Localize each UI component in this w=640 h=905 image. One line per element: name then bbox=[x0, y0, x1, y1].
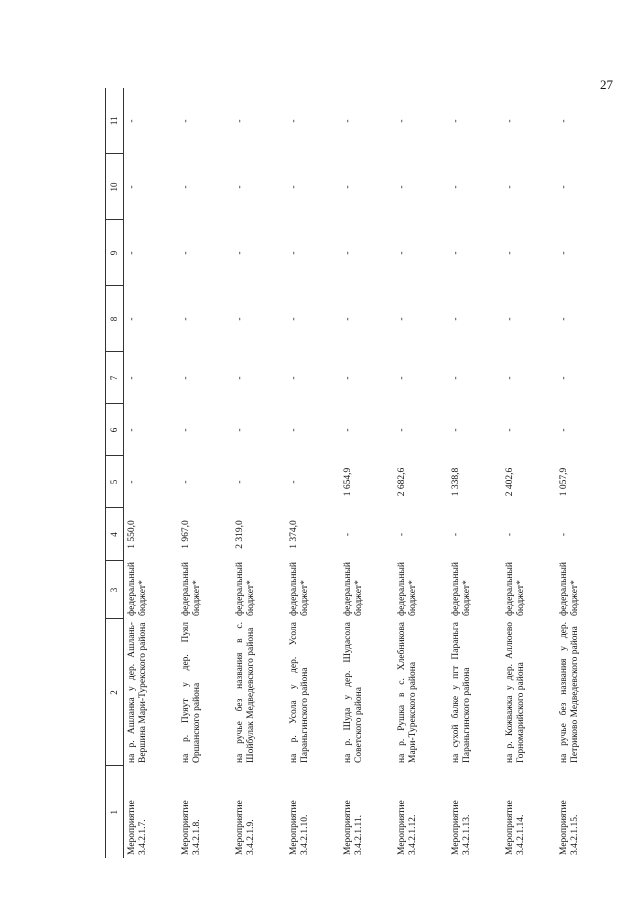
value-cell-5 bbox=[340, 456, 394, 508]
value-cell-5 bbox=[502, 456, 556, 508]
value-cell-8 bbox=[124, 286, 178, 352]
c5-text: 2 402,6 bbox=[504, 467, 515, 497]
c9-text: - bbox=[234, 251, 245, 255]
c7-text: - bbox=[342, 376, 353, 380]
c11-text: - bbox=[450, 119, 461, 123]
c7-text: - bbox=[558, 376, 569, 380]
value-cell-9 bbox=[286, 220, 340, 286]
c10-text: - bbox=[396, 185, 407, 189]
value-cell-6 bbox=[232, 404, 286, 456]
location-text: на р. Рушка в с. Хлебникова Мари-Турекского района bbox=[396, 622, 418, 763]
column-header-2: 2 bbox=[106, 619, 124, 766]
location-text: на р. Усола у дер. Усола Параньгинского района bbox=[288, 622, 310, 763]
c7-text: - bbox=[396, 376, 407, 380]
location-text: на ручье без названия в с. Шойбулак Медведевского района bbox=[234, 622, 256, 763]
value-cell-9 bbox=[448, 220, 502, 286]
c9-text: - bbox=[127, 251, 137, 255]
event-cell bbox=[124, 766, 178, 858]
value-cell-11 bbox=[556, 88, 610, 154]
value-cell-7 bbox=[394, 352, 448, 404]
c8-text: - bbox=[234, 317, 245, 321]
c11-text: - bbox=[288, 119, 299, 123]
value-cell-10 bbox=[394, 154, 448, 220]
rotated-table-container bbox=[105, 88, 610, 858]
c10-text: - bbox=[127, 185, 137, 189]
funding-source-cell bbox=[340, 561, 394, 619]
location-text: на р. Пуяут у дер. Пуял Оршанского района bbox=[180, 622, 202, 763]
column-header-9: 9 bbox=[106, 220, 124, 286]
value-cell-8 bbox=[340, 286, 394, 352]
c8-text: - bbox=[342, 317, 353, 321]
c8-text: - bbox=[450, 317, 461, 321]
source-text: федеральный бюджет* bbox=[450, 562, 472, 616]
value-cell-5 bbox=[178, 456, 232, 508]
location-cell bbox=[448, 619, 502, 766]
value-cell-7 bbox=[448, 352, 502, 404]
value-cell-8 bbox=[502, 286, 556, 352]
location-text: на р. Шуда у дер. Шудасола Советского района bbox=[342, 622, 364, 763]
c6-text: - bbox=[396, 428, 407, 432]
value-cell-4 bbox=[502, 508, 556, 561]
funding-source-cell bbox=[502, 561, 556, 619]
c9-text: - bbox=[342, 251, 353, 255]
c11-text: - bbox=[396, 119, 407, 123]
event-cell bbox=[448, 766, 502, 858]
funding-source-cell bbox=[286, 561, 340, 619]
value-cell-4 bbox=[556, 508, 610, 561]
value-cell-10 bbox=[502, 154, 556, 220]
value-cell-6 bbox=[556, 404, 610, 456]
value-cell-11 bbox=[286, 88, 340, 154]
column-header-6: 6 bbox=[106, 404, 124, 456]
value-cell-8 bbox=[232, 286, 286, 352]
event-text: Мероприятие 3.4.2.1.12. bbox=[396, 800, 418, 855]
source-text: федеральный бюджет* bbox=[558, 562, 580, 616]
event-cell bbox=[178, 766, 232, 858]
c8-text: - bbox=[504, 317, 515, 321]
c4-text: 1 550,0 bbox=[127, 520, 137, 549]
value-cell-5 bbox=[556, 456, 610, 508]
funding-source-cell bbox=[124, 561, 178, 619]
location-cell bbox=[556, 619, 610, 766]
c7-text: - bbox=[288, 376, 299, 380]
c8-text: - bbox=[180, 317, 191, 321]
c5-text: 1 338,8 bbox=[450, 467, 461, 497]
value-cell-5 bbox=[124, 456, 178, 508]
value-cell-6 bbox=[124, 404, 178, 456]
value-cell-6 bbox=[448, 404, 502, 456]
c6-text: - bbox=[180, 428, 191, 432]
funding-source-cell bbox=[394, 561, 448, 619]
c4-text: - bbox=[450, 532, 461, 537]
c5-text: 2 682,6 bbox=[396, 467, 407, 497]
c9-text: - bbox=[396, 251, 407, 255]
table-row bbox=[232, 88, 286, 858]
c11-text: - bbox=[342, 119, 353, 123]
value-cell-7 bbox=[178, 352, 232, 404]
value-cell-11 bbox=[448, 88, 502, 154]
location-cell bbox=[286, 619, 340, 766]
c6-text: - bbox=[504, 428, 515, 432]
value-cell-5 bbox=[448, 456, 502, 508]
c6-text: - bbox=[127, 428, 137, 432]
value-cell-5 bbox=[232, 456, 286, 508]
value-cell-7 bbox=[286, 352, 340, 404]
funding-source-cell bbox=[556, 561, 610, 619]
source-text: федеральный бюджет* bbox=[396, 562, 418, 616]
event-text: Мероприятие 3.4.2.1.9. bbox=[234, 800, 256, 855]
c7-text: - bbox=[234, 376, 245, 380]
c11-text: - bbox=[180, 119, 191, 123]
value-cell-6 bbox=[178, 404, 232, 456]
funding-source-cell bbox=[232, 561, 286, 619]
value-cell-10 bbox=[178, 154, 232, 220]
value-cell-6 bbox=[394, 404, 448, 456]
column-header-5: 5 bbox=[106, 456, 124, 508]
event-text: Мероприятие 3.4.2.1.7. bbox=[127, 800, 149, 855]
c9-text: - bbox=[450, 251, 461, 255]
column-header-10: 10 bbox=[106, 154, 124, 220]
value-cell-9 bbox=[502, 220, 556, 286]
value-cell-7 bbox=[124, 352, 178, 404]
c7-text: - bbox=[127, 376, 137, 380]
page-number: 27 bbox=[600, 77, 613, 92]
c6-text: - bbox=[342, 428, 353, 432]
value-cell-11 bbox=[502, 88, 556, 154]
c10-text: - bbox=[342, 185, 353, 189]
value-cell-8 bbox=[178, 286, 232, 352]
c8-text: - bbox=[127, 317, 137, 321]
value-cell-4 bbox=[124, 508, 178, 561]
value-cell-4 bbox=[232, 508, 286, 561]
value-cell-8 bbox=[394, 286, 448, 352]
value-cell-4 bbox=[394, 508, 448, 561]
value-cell-7 bbox=[502, 352, 556, 404]
table-row bbox=[124, 88, 178, 858]
table-row bbox=[556, 88, 610, 858]
value-cell-8 bbox=[448, 286, 502, 352]
event-text: Мероприятие 3.4.2.1.11. bbox=[342, 800, 364, 855]
event-text: Мероприятие 3.4.2.1.14. bbox=[504, 800, 526, 855]
funding-source-cell bbox=[448, 561, 502, 619]
value-cell-4 bbox=[340, 508, 394, 561]
event-cell bbox=[556, 766, 610, 858]
value-cell-7 bbox=[556, 352, 610, 404]
c6-text: - bbox=[558, 428, 569, 432]
c11-text: - bbox=[127, 119, 137, 123]
funding-source-cell bbox=[178, 561, 232, 619]
c6-text: - bbox=[234, 428, 245, 432]
value-cell-10 bbox=[232, 154, 286, 220]
c11-text: - bbox=[558, 119, 569, 123]
c9-text: - bbox=[180, 251, 191, 255]
event-cell bbox=[232, 766, 286, 858]
event-cell bbox=[340, 766, 394, 858]
value-cell-6 bbox=[340, 404, 394, 456]
value-cell-5 bbox=[286, 456, 340, 508]
c5-text: - bbox=[234, 480, 245, 484]
event-cell bbox=[286, 766, 340, 858]
c4-text: - bbox=[396, 532, 407, 537]
value-cell-4 bbox=[178, 508, 232, 561]
c5-text: 1 654,9 bbox=[342, 467, 353, 497]
value-cell-8 bbox=[556, 286, 610, 352]
c7-text: - bbox=[180, 376, 191, 380]
value-cell-11 bbox=[340, 88, 394, 154]
event-text: Мероприятие 3.4.2.1.15. bbox=[558, 800, 580, 855]
location-text: на ручье без названия у дер. Петриково Медведевского района bbox=[558, 622, 580, 763]
table-row bbox=[394, 88, 448, 858]
location-cell bbox=[340, 619, 394, 766]
column-header-1: 1 bbox=[106, 766, 124, 858]
table-header-row bbox=[106, 88, 124, 858]
location-cell bbox=[394, 619, 448, 766]
c11-text: - bbox=[234, 119, 245, 123]
value-cell-4 bbox=[448, 508, 502, 561]
c4-text: 1 374,0 bbox=[288, 520, 299, 549]
c10-text: - bbox=[558, 185, 569, 189]
c7-text: - bbox=[450, 376, 461, 380]
table-row bbox=[178, 88, 232, 858]
value-cell-7 bbox=[232, 352, 286, 404]
table-row bbox=[502, 88, 556, 858]
event-cell bbox=[394, 766, 448, 858]
c5-text: - bbox=[288, 480, 299, 484]
budget-table bbox=[105, 88, 610, 858]
c4-text: 1 967,0 bbox=[180, 520, 191, 549]
value-cell-10 bbox=[556, 154, 610, 220]
c10-text: - bbox=[180, 185, 191, 189]
c9-text: - bbox=[504, 251, 515, 255]
location-text: на р. Ашланка у дер. Ашлань-Вершина Мари-Турекского района bbox=[127, 622, 149, 763]
source-text: федеральный бюджет* bbox=[234, 562, 256, 616]
column-header-4: 4 bbox=[106, 508, 124, 561]
column-header-8: 8 bbox=[106, 286, 124, 352]
c11-text: - bbox=[504, 119, 515, 123]
source-text: федеральный бюджет* bbox=[127, 562, 149, 616]
c5-text: - bbox=[180, 480, 191, 484]
source-text: федеральный бюджет* bbox=[504, 562, 526, 616]
c10-text: - bbox=[450, 185, 461, 189]
value-cell-9 bbox=[340, 220, 394, 286]
value-cell-4 bbox=[286, 508, 340, 561]
table-row bbox=[286, 88, 340, 858]
event-text: Мероприятие 3.4.2.1.10. bbox=[288, 800, 310, 855]
location-cell bbox=[178, 619, 232, 766]
location-text: на р. Кожважка у дер. Аллюево Горномарийского района bbox=[504, 622, 526, 763]
source-text: федеральный бюджет* bbox=[180, 562, 202, 616]
table-row bbox=[448, 88, 502, 858]
value-cell-10 bbox=[340, 154, 394, 220]
location-cell bbox=[502, 619, 556, 766]
column-header-11: 11 bbox=[106, 88, 124, 154]
value-cell-9 bbox=[124, 220, 178, 286]
value-cell-5 bbox=[394, 456, 448, 508]
c4-text: - bbox=[504, 532, 515, 537]
location-text: на сухой балке у пгт Параньга Параньгинского района bbox=[450, 622, 472, 763]
c6-text: - bbox=[288, 428, 299, 432]
c9-text: - bbox=[558, 251, 569, 255]
value-cell-11 bbox=[178, 88, 232, 154]
location-cell bbox=[232, 619, 286, 766]
c8-text: - bbox=[396, 317, 407, 321]
c10-text: - bbox=[234, 185, 245, 189]
c4-text: - bbox=[342, 532, 353, 537]
c5-text: - bbox=[127, 480, 137, 484]
table-row bbox=[340, 88, 394, 858]
c4-text: - bbox=[558, 532, 569, 537]
column-header-3: 3 bbox=[106, 561, 124, 619]
event-cell bbox=[502, 766, 556, 858]
column-header-7: 7 bbox=[106, 352, 124, 404]
value-cell-6 bbox=[286, 404, 340, 456]
value-cell-11 bbox=[232, 88, 286, 154]
event-text: Мероприятие 3.4.2.1.8. bbox=[180, 800, 202, 855]
c8-text: - bbox=[288, 317, 299, 321]
value-cell-6 bbox=[502, 404, 556, 456]
value-cell-9 bbox=[394, 220, 448, 286]
source-text: федеральный бюджет* bbox=[288, 562, 310, 616]
c6-text: - bbox=[450, 428, 461, 432]
location-cell bbox=[124, 619, 178, 766]
value-cell-10 bbox=[286, 154, 340, 220]
value-cell-7 bbox=[340, 352, 394, 404]
value-cell-9 bbox=[178, 220, 232, 286]
c8-text: - bbox=[558, 317, 569, 321]
value-cell-10 bbox=[448, 154, 502, 220]
c5-text: 1 057,9 bbox=[558, 467, 569, 497]
c9-text: - bbox=[288, 251, 299, 255]
event-text: Мероприятие 3.4.2.1.13. bbox=[450, 800, 472, 855]
value-cell-11 bbox=[394, 88, 448, 154]
value-cell-8 bbox=[286, 286, 340, 352]
value-cell-11 bbox=[124, 88, 178, 154]
c10-text: - bbox=[504, 185, 515, 189]
value-cell-9 bbox=[556, 220, 610, 286]
c4-text: 2 319,0 bbox=[234, 520, 245, 549]
value-cell-10 bbox=[124, 154, 178, 220]
source-text: федеральный бюджет* bbox=[342, 562, 364, 616]
c7-text: - bbox=[504, 376, 515, 380]
value-cell-9 bbox=[232, 220, 286, 286]
c10-text: - bbox=[288, 185, 299, 189]
